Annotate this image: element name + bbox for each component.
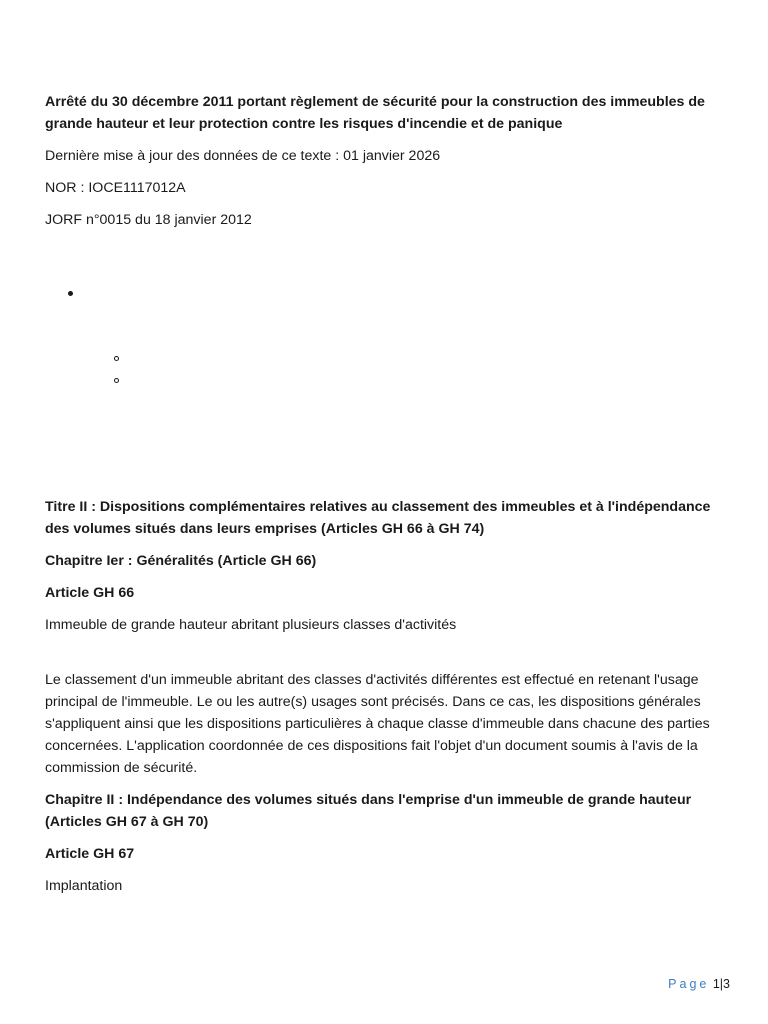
- article-gh66-heading: Article GH 66: [45, 585, 135, 601]
- page-total: 3: [723, 977, 730, 991]
- article-gh66-subtitle: Immeuble de grande hauteur abritant plusieurs classes d'activités: [45, 617, 457, 633]
- article-gh66-body: Le classement d'un immeuble abritant des classes d'activités différentes est effectué en retenant l'usage principal de l'immeuble. Le ou les autre(s) usages sont précisés. Dans ce cas, les dispositions générales s'appliquent ainsi que les dispositions particulières à chaque classe d'immeuble dans chacune des parties concernées. L'application coordonnée de ces dispositions fait l'objet d'un document soumis à l'avis de la commission de sécurité.: [45, 672, 710, 776]
- page-footer: [668, 975, 730, 993]
- jorf-reference: JORF n°0015 du 18 janvier 2012: [45, 212, 252, 228]
- list-spacer: [45, 231, 735, 496]
- list-bullet-circle: [114, 356, 119, 361]
- page-separator: |: [719, 977, 724, 991]
- document-title: Arrêté du 30 décembre 2011 portant règlement de sécurité pour la construction des immeubles de grande hauteur et leur protection contre les risques d'incendie et de panique: [45, 94, 705, 132]
- page-label: Page: [668, 977, 710, 991]
- article-gh67-subtitle: Implantation: [45, 878, 123, 894]
- chapitre-1-heading: Chapitre Ier : Généralités (Article GH 66): [45, 553, 317, 569]
- document-body: [45, 91, 735, 897]
- nor-reference: NOR : IOCE1117012A: [45, 180, 186, 196]
- article-gh67-heading: Article GH 67: [45, 846, 135, 862]
- titre-heading: Titre II : Dispositions complémentaires relatives au classement des immeubles et à l'indépendance des volumes situés dans leurs emprises (Articles GH 66 à GH 74): [45, 499, 711, 537]
- page-number: 1: [712, 977, 720, 991]
- chapitre-2-heading: Chapitre II : Indépendance des volumes situés dans l'emprise d'un immeuble de grande hauteur (Articles GH 67 à GH 70): [45, 792, 692, 830]
- last-update-text: Dernière mise à jour des données de ce texte : 01 janvier 2026: [45, 148, 441, 164]
- list-bullet-disc: [68, 291, 73, 296]
- list-bullet-circle: [114, 378, 119, 383]
